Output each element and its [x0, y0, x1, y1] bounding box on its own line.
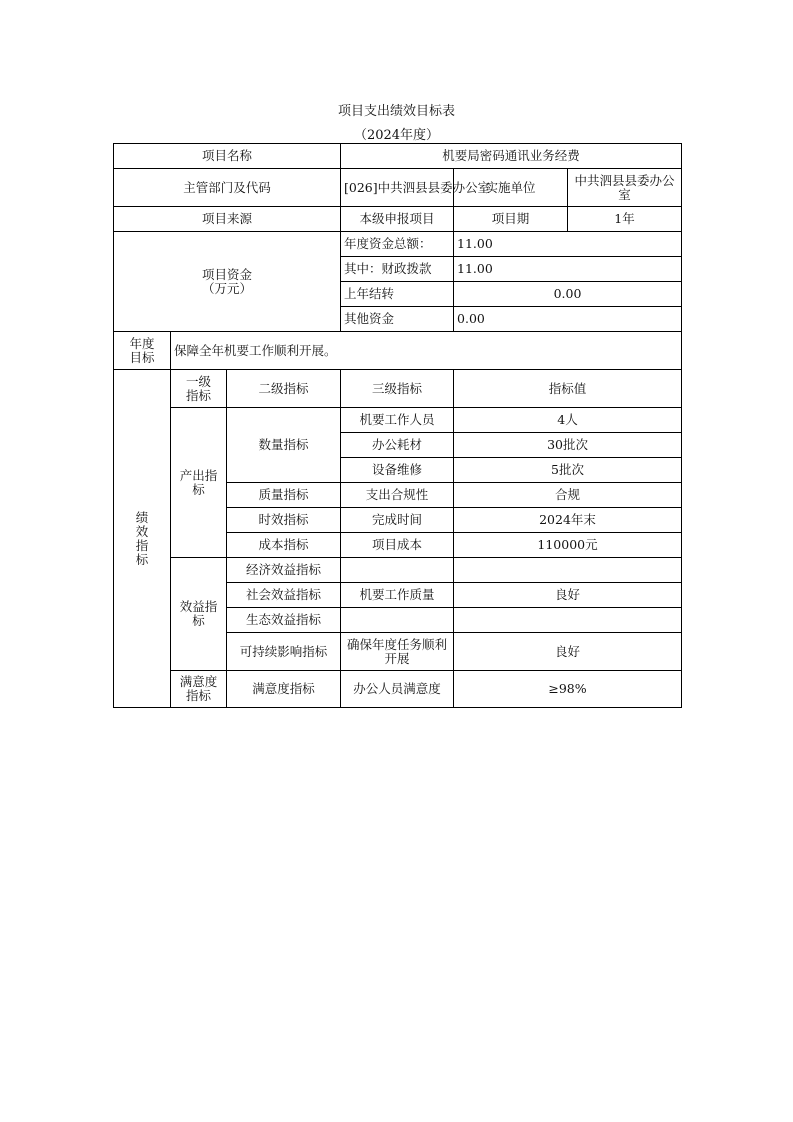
perf-label: 绩 效 指 标 [114, 370, 171, 708]
cost-l2: 成本指标 [227, 533, 341, 558]
head-level2: 二级指标 [227, 370, 341, 408]
sustainable-l2: 可持续影响指标 [227, 633, 341, 671]
row-department [114, 169, 682, 207]
quantity-2-name: 办公耗材 [341, 433, 454, 458]
dept-value: [026]中共泗县县委办公室 [341, 169, 454, 207]
quantity-3-name: 设备维修 [341, 458, 454, 483]
ecological-value [454, 608, 682, 633]
source-label: 项目来源 [114, 207, 341, 232]
social-l2: 社会效益指标 [227, 583, 341, 608]
cost-name: 项目成本 [341, 533, 454, 558]
table-year: （2024年度） [353, 128, 440, 143]
satisfaction-l2: 满意度指标 [227, 671, 341, 708]
row-quantity-1 [114, 408, 682, 433]
row-economic [114, 558, 682, 583]
satisfaction-name: 办公人员满意度 [341, 671, 454, 708]
economic-name [341, 558, 454, 583]
quality-l2: 质量指标 [227, 483, 341, 508]
economic-l2: 经济效益指标 [227, 558, 341, 583]
benefit-label: 效益指 标 [171, 558, 227, 671]
head-value: 指标值 [454, 370, 682, 408]
sustainable-name: 确保年度任务顺利 开展 [341, 633, 454, 671]
impl-value: 中共泗县县委办公室 [568, 169, 682, 207]
row-project-name [114, 144, 682, 169]
row-annual-goal [114, 332, 682, 370]
funds-total-label: 年度资金总额： [341, 232, 454, 257]
quantity-3-value: 5批次 [454, 458, 682, 483]
funds-carryover-value: 0.00 [454, 282, 682, 307]
table-title: 项目支出绩效目标表 [337, 104, 455, 119]
funds-fiscal-value: 11.00 [454, 257, 682, 282]
funds-other-label: 其他资金 [341, 307, 454, 332]
funds-label: 项目资金 （万元） [114, 232, 341, 332]
satisfaction-value: ≥98% [454, 671, 682, 708]
head-level3: 三级指标 [341, 370, 454, 408]
quantity-2-value: 30批次 [454, 433, 682, 458]
output-label: 产出指 标 [171, 408, 227, 558]
head-level1: 一级 指标 [171, 370, 227, 408]
social-name: 机要工作质量 [341, 583, 454, 608]
row-indicator-head [114, 370, 682, 408]
row-source [114, 207, 682, 232]
social-value: 良好 [454, 583, 682, 608]
performance-target-table [113, 143, 682, 708]
sustainable-value: 良好 [454, 633, 682, 671]
goal-text: 保障全年机要工作顺利开展。 [171, 332, 682, 370]
timeliness-l2: 时效指标 [227, 508, 341, 533]
funds-fiscal-label: 其中：财政拨款 [341, 257, 454, 282]
period-label: 项目期 [454, 207, 568, 232]
period-value: 1年 [568, 207, 682, 232]
satisfaction-label: 满意度 指标 [171, 671, 227, 708]
quantity-1-name: 机要工作人员 [341, 408, 454, 433]
row-funds-total [114, 232, 682, 257]
dept-label: 主管部门及代码 [114, 169, 341, 207]
funds-total-value: 11.00 [454, 232, 682, 257]
row-satisfaction [114, 671, 682, 708]
funds-other-value: 0.00 [454, 307, 682, 332]
cost-value: 110000元 [454, 533, 682, 558]
funds-carryover-label: 上年结转 [341, 282, 454, 307]
quality-value: 合规 [454, 483, 682, 508]
quantity-label: 数量指标 [227, 408, 341, 483]
goal-label: 年度 目标 [114, 332, 171, 370]
source-value: 本级申报项目 [341, 207, 454, 232]
timeliness-name: 完成时间 [341, 508, 454, 533]
impl-label: 实施单位 [454, 169, 568, 207]
economic-value [454, 558, 682, 583]
project-name-label: 项目名称 [114, 144, 341, 169]
ecological-l2: 生态效益指标 [227, 608, 341, 633]
ecological-name [341, 608, 454, 633]
quality-name: 支出合规性 [341, 483, 454, 508]
quantity-1-value: 4人 [454, 408, 682, 433]
timeliness-value: 2024年末 [454, 508, 682, 533]
project-name-value: 机要局密码通讯业务经费 [341, 144, 682, 169]
